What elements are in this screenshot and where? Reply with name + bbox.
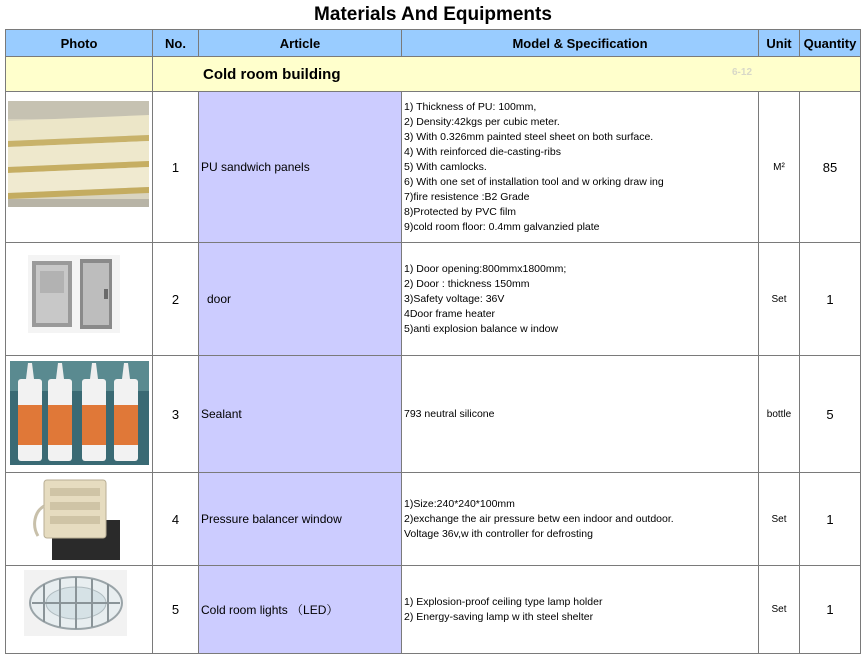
spec-line: 793 neutral silicone	[404, 407, 495, 420]
table-row	[6, 243, 861, 356]
spec-line: 1) Explosion-proof ceiling type lamp holder	[404, 595, 603, 608]
photo-cell	[6, 92, 153, 243]
spec-line: 1)Size:240*240*100mm	[404, 497, 515, 510]
spec-line: Voltage 36v,w ith controller for defrosting	[404, 527, 593, 540]
row-article: Cold room lights （LED）	[199, 566, 402, 654]
spec-line: 9)cold room floor: 0.4mm galvanzied plate	[404, 220, 600, 233]
table-row	[6, 566, 861, 654]
spec-line: 1) Thickness of PU: 100mm,	[404, 100, 537, 113]
row-no: 3	[153, 356, 199, 473]
spec-line: 7)fire resistence :B2 Grade	[404, 190, 530, 203]
spec-line: 4Door frame heater	[404, 307, 496, 320]
row-spec	[402, 566, 759, 654]
lamp-photo	[24, 570, 127, 636]
photo-cell	[6, 243, 153, 356]
header-spec: Model & Specification	[402, 30, 759, 57]
row-unit: bottle	[759, 356, 800, 473]
section-photo-cell	[6, 57, 153, 92]
spec-line: 3) With 0.326mm painted steel sheet on both surface.	[404, 130, 654, 143]
header-no: No.	[153, 30, 199, 57]
spec-line: 6) With one set of installation tool and w orking draw ing	[404, 175, 664, 188]
materials-table	[5, 29, 861, 654]
table-row	[6, 356, 861, 473]
row-unit: Set	[759, 243, 800, 356]
row-unit: Set	[759, 566, 800, 654]
pressure-window-photo	[30, 476, 130, 562]
spec-line: 1) Door opening:800mmx1800mm;	[404, 262, 567, 275]
row-quantity: 1	[800, 243, 861, 356]
row-no: 5	[153, 566, 199, 654]
header-unit: Unit	[759, 30, 800, 57]
table-row	[6, 473, 861, 566]
spec-line: 3)Safety voltage: 36V	[404, 292, 505, 305]
row-spec	[402, 243, 759, 356]
header-article: Article	[199, 30, 402, 57]
spec-line: 5)anti explosion balance w indow	[404, 322, 559, 335]
sandwich-panels-photo	[8, 101, 149, 207]
spec-line: 2) Density:42kgs per cubic meter.	[404, 115, 560, 128]
row-quantity: 1	[800, 566, 861, 654]
row-spec	[402, 92, 759, 243]
row-no: 4	[153, 473, 199, 566]
spec-line: 5) With camlocks.	[404, 160, 487, 173]
header-row	[6, 30, 861, 57]
row-spec	[402, 473, 759, 566]
section-title-cell	[153, 57, 861, 92]
header-photo: Photo	[6, 30, 153, 57]
spec-line: 2) Door : thickness 150mm	[404, 277, 530, 290]
spec-line: 2) Energy-saving lamp w ith steel shelter	[404, 610, 594, 623]
row-quantity: 1	[800, 473, 861, 566]
row-article: PU sandwich panels	[199, 92, 402, 243]
row-article: Pressure balancer window	[199, 473, 402, 566]
row-spec	[402, 356, 759, 473]
row-unit: Set	[759, 473, 800, 566]
photo-cell	[6, 473, 153, 566]
row-article: door	[199, 243, 402, 356]
row-quantity: 85	[800, 92, 861, 243]
section-row	[6, 57, 861, 92]
row-unit: M²	[759, 92, 800, 243]
photo-cell	[6, 566, 153, 654]
table-row	[6, 92, 861, 243]
spec-line: 8)Protected by PVC film	[404, 205, 517, 218]
row-no: 2	[153, 243, 199, 356]
section-tag: 6-12	[731, 67, 752, 78]
spec-line: 2)exchange the air pressure betw een indoor and outdoor.	[404, 512, 674, 525]
page-title: Materials And Equipments	[314, 4, 552, 25]
row-article: Sealant	[199, 356, 402, 473]
door-photo	[28, 255, 120, 333]
row-no: 1	[153, 92, 199, 243]
row-quantity: 5	[800, 356, 861, 473]
spec-line: 4) With reinforced die-casting-ribs	[404, 145, 561, 158]
sealant-photo	[10, 361, 149, 465]
photo-cell	[6, 356, 153, 473]
section-title: Cold room building	[203, 65, 341, 83]
header-quantity: Quantity	[800, 30, 861, 57]
